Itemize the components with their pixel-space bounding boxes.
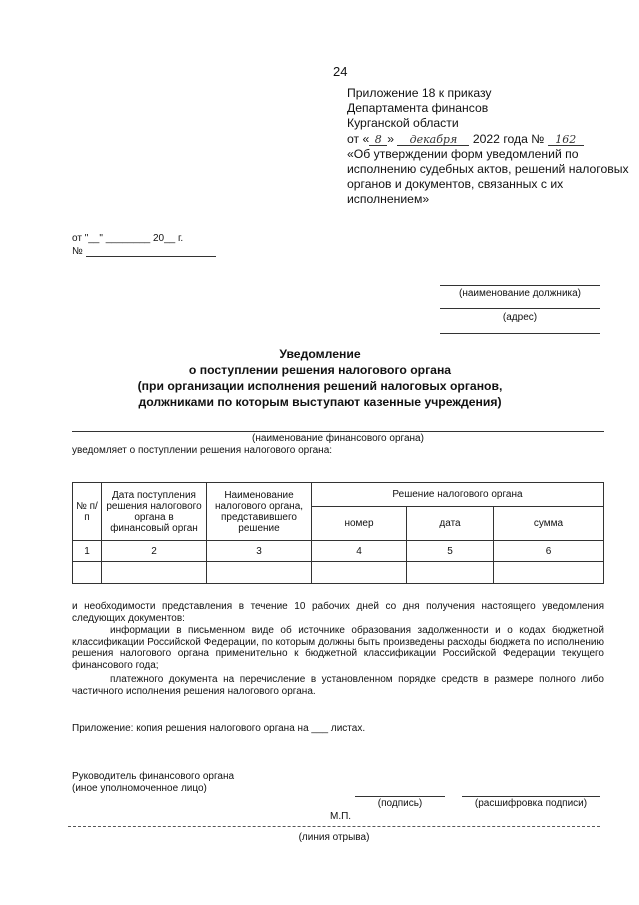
signature-line — [355, 796, 445, 797]
handwritten-number: 162 — [548, 134, 584, 146]
notice-title-4: должниками по которым выступают казенные учреждения) — [138, 395, 502, 409]
date-prefix: от « — [347, 131, 370, 146]
debtor-address-line — [440, 308, 600, 309]
year-text: 2022 года № — [472, 131, 545, 146]
header-number: номер — [312, 507, 407, 541]
handwritten-month: декабря — [397, 134, 469, 146]
appendix-date-line — [347, 132, 632, 147]
table-cell: 1 — [73, 541, 102, 562]
header-decision: Решение налогового органа — [312, 483, 604, 507]
table-cell-empty — [207, 562, 312, 584]
debtor-extra-line — [440, 333, 600, 334]
table-cell: 2 — [102, 541, 207, 562]
notice-title-3: (при организации исполнения решений налоговых органов, — [137, 379, 503, 393]
cut-caption: (линия отрыва) — [298, 832, 370, 843]
decoding-line — [462, 796, 600, 797]
attachment-text: Приложение: копия решения налогового органа на ___ листах. — [72, 723, 366, 734]
debtor-name-line — [440, 285, 600, 286]
fin-org-caption: (наименование финансового органа) — [252, 433, 424, 444]
paragraph-2: информации в письменном виде об источнике образования задолженности и о кодах бюджетной классификации Российской Федерации, по которым должны быть произведены расходы бюджета по исполнению решения налогового органа применительно к бюджетной классификации Российской Федерации текущего финансового года; — [72, 625, 604, 671]
ref-number-label: № — [72, 246, 83, 257]
appendix-block — [347, 86, 632, 208]
header-sum: сумма — [494, 507, 604, 541]
table-cell-empty — [102, 562, 207, 584]
decoding-caption: (расшифровка подписи) — [474, 798, 588, 809]
table-cell-empty — [494, 562, 604, 584]
header-date-sub: дата — [407, 507, 494, 541]
signature-caption: (подпись) — [377, 798, 423, 809]
intro-text: уведомляет о поступлении решения налогового органа: — [72, 445, 333, 456]
appendix-line-1: Приложение 18 к приказу — [347, 86, 492, 100]
table-cell: 4 — [312, 541, 407, 562]
appendix-line-3: Курганской области — [347, 116, 459, 131]
table-cell-empty — [73, 562, 102, 584]
debtor-address-caption: (адрес) — [502, 312, 538, 323]
ref-date-line: от "__" ________ 20__ г. — [72, 233, 184, 244]
table-cell: 6 — [494, 541, 604, 562]
header-date: Дата поступления решения налогового органа в финансовый орган — [102, 483, 207, 541]
table-cell-empty — [407, 562, 494, 584]
handwritten-day: 8 — [369, 134, 387, 146]
notice-table — [72, 482, 604, 584]
date-mid: » — [387, 131, 395, 146]
notice-title — [60, 346, 580, 410]
table-cell-empty — [312, 562, 407, 584]
ref-number-line — [72, 246, 216, 257]
ref-number-blank — [86, 246, 216, 257]
appendix-subject: «Об утверждении форм уведомлений по исполнению судебных актов, решений налоговых органов и документов, связанных с их исполнением» — [347, 146, 629, 207]
notice-title-2: о поступлении решения налогового органа — [188, 363, 452, 377]
head-title-1: Руководитель финансового органа — [72, 771, 235, 782]
head-title-2: (иное уполномоченное лицо) — [72, 783, 207, 794]
header-num: № п/п — [73, 483, 102, 541]
table-cell: 3 — [207, 541, 312, 562]
notice-title-1: Уведомление — [279, 347, 361, 361]
header-tax-org: Наименование налогового органа, представившего решение — [207, 483, 312, 541]
stamp-place: М.П. — [330, 811, 352, 822]
fin-org-line — [72, 431, 604, 432]
page-number: 24 — [333, 64, 348, 79]
cut-line — [68, 826, 600, 827]
appendix-line-2: Департамента финансов — [347, 101, 489, 116]
table-cell: 5 — [407, 541, 494, 562]
paragraph-1: и необходимости представления в течение 10 рабочих дней со дня получения настоящего уведомления следующих документов: — [72, 601, 604, 624]
debtor-name-caption: (наименование должника) — [458, 288, 582, 299]
paragraph-3: платежного документа на перечисление в установленном порядке средств в размере полного либо частичного исполнения решения налогового органа. — [72, 674, 604, 697]
